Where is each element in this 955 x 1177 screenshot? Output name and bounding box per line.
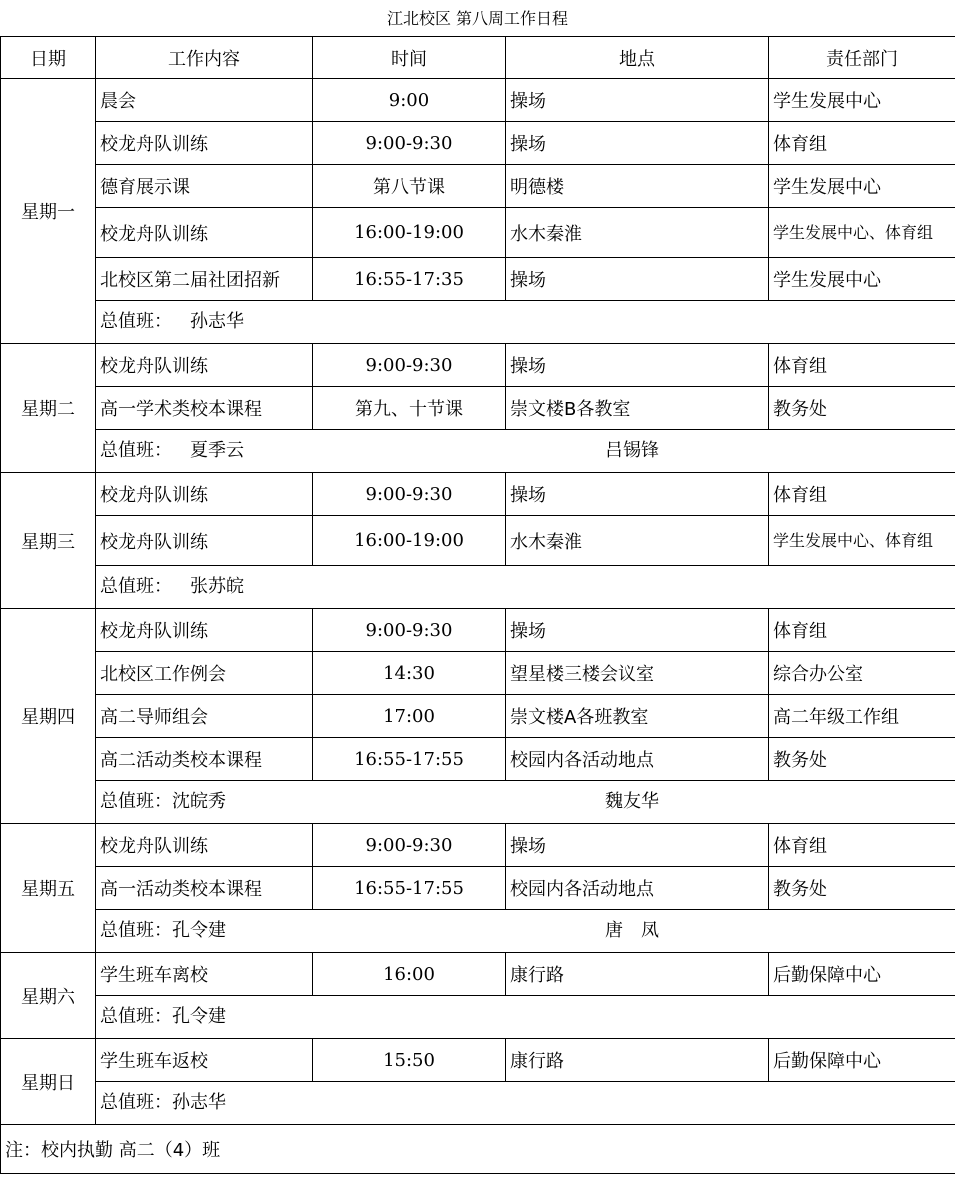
table-row — [1, 258, 955, 301]
content-cell: 校龙舟队训练 — [96, 609, 313, 652]
note-row — [1, 1125, 955, 1174]
day-cell: 星期日 — [1, 1039, 96, 1125]
duty-row — [1, 566, 955, 609]
duty-cell — [96, 996, 955, 1039]
day-cell: 星期四 — [1, 609, 96, 824]
dept-cell: 后勤保障中心 — [769, 1039, 955, 1082]
content-cell: 德育展示课 — [96, 165, 313, 208]
content-cell: 校龙舟队训练 — [96, 473, 313, 516]
table-row — [1, 609, 955, 652]
header-content: 工作内容 — [96, 37, 313, 79]
table-row — [1, 953, 955, 996]
time-cell: 9:00-9:30 — [313, 609, 506, 652]
place-cell: 水木秦淮 — [506, 516, 769, 566]
dept-cell: 综合办公室 — [769, 652, 955, 695]
place-cell: 崇文楼B各教室 — [506, 387, 769, 430]
duty-secondary: 吕锡锋 — [605, 440, 659, 461]
day-cell: 星期一 — [1, 79, 96, 344]
place-cell: 水木秦淮 — [506, 208, 769, 258]
table-row — [1, 516, 955, 566]
time-cell: 9:00 — [313, 79, 506, 122]
dept-cell: 体育组 — [769, 824, 955, 867]
content-cell: 学生班车离校 — [96, 953, 313, 996]
table-row — [1, 79, 955, 122]
place-cell: 康行路 — [506, 953, 769, 996]
dept-cell: 教务处 — [769, 387, 955, 430]
day-cell: 星期二 — [1, 344, 96, 473]
dept-cell: 学生发展中心、体育组 — [769, 516, 955, 566]
duty-cell — [96, 781, 955, 824]
time-cell: 16:55-17:55 — [313, 867, 506, 910]
duty-primary: 总值班： 夏季云 — [100, 440, 244, 461]
time-cell: 16:00 — [313, 953, 506, 996]
day-cell: 星期六 — [1, 953, 96, 1039]
duty-cell — [96, 910, 955, 953]
dept-cell: 体育组 — [769, 344, 955, 387]
time-cell: 第八节课 — [313, 165, 506, 208]
place-cell: 崇文楼A各班教室 — [506, 695, 769, 738]
duty-secondary: 唐 凤 — [605, 920, 659, 941]
content-cell: 校龙舟队训练 — [96, 824, 313, 867]
header-time: 时间 — [313, 37, 506, 79]
content-cell: 校龙舟队训练 — [96, 344, 313, 387]
dept-cell: 教务处 — [769, 867, 955, 910]
time-cell: 9:00-9:30 — [313, 344, 506, 387]
dept-cell: 体育组 — [769, 122, 955, 165]
dept-cell: 学生发展中心 — [769, 165, 955, 208]
table-row — [1, 824, 955, 867]
content-cell: 校龙舟队训练 — [96, 516, 313, 566]
dept-cell: 体育组 — [769, 609, 955, 652]
duty-primary: 总值班：孔令建 — [100, 1006, 226, 1027]
dept-cell: 学生发展中心 — [769, 79, 955, 122]
content-cell: 校龙舟队训练 — [96, 208, 313, 258]
time-cell: 16:00-19:00 — [313, 208, 506, 258]
dept-cell: 高二年级工作组 — [769, 695, 955, 738]
duty-primary: 总值班： 孙志华 — [100, 311, 244, 332]
dept-cell: 体育组 — [769, 473, 955, 516]
duty-primary: 总值班： 张苏皖 — [100, 576, 244, 597]
duty-cell — [96, 430, 955, 473]
header-place: 地点 — [506, 37, 769, 79]
table-row — [1, 1039, 955, 1082]
content-cell: 高二活动类校本课程 — [96, 738, 313, 781]
time-cell: 9:00-9:30 — [313, 473, 506, 516]
time-cell: 15:50 — [313, 1039, 506, 1082]
page-title: 江北校区 第八周工作日程 — [386, 9, 569, 28]
time-cell: 16:55-17:55 — [313, 738, 506, 781]
table-row — [1, 165, 955, 208]
duty-cell — [96, 566, 955, 609]
table-row — [1, 738, 955, 781]
header-dept: 责任部门 — [769, 37, 955, 79]
duty-primary: 总值班：孔令建 — [100, 920, 226, 941]
place-cell: 操场 — [506, 344, 769, 387]
content-cell: 北校区第二届社团招新 — [96, 258, 313, 301]
time-cell: 17:00 — [313, 695, 506, 738]
day-cell: 星期五 — [1, 824, 96, 953]
time-cell: 16:55-17:35 — [313, 258, 506, 301]
note-text: 注：校内执勤 高二（4）班 — [1, 1125, 955, 1174]
place-cell: 操场 — [506, 258, 769, 301]
duty-primary: 总值班：沈皖秀 — [100, 791, 226, 812]
content-cell: 学生班车返校 — [96, 1039, 313, 1082]
time-cell: 14:30 — [313, 652, 506, 695]
duty-row — [1, 430, 955, 473]
time-cell: 第九、十节课 — [313, 387, 506, 430]
content-cell: 北校区工作例会 — [96, 652, 313, 695]
table-row — [1, 695, 955, 738]
duty-row — [1, 910, 955, 953]
table-row — [1, 867, 955, 910]
table-row — [1, 652, 955, 695]
duty-row — [1, 301, 955, 344]
place-cell: 操场 — [506, 473, 769, 516]
content-cell: 晨会 — [96, 79, 313, 122]
header-date: 日期 — [1, 37, 96, 79]
place-cell: 校园内各活动地点 — [506, 867, 769, 910]
content-cell: 高二导师组会 — [96, 695, 313, 738]
day-cell: 星期三 — [1, 473, 96, 609]
duty-cell — [96, 301, 955, 344]
duty-row — [1, 1082, 955, 1125]
header-row — [1, 37, 955, 79]
time-cell: 16:00-19:00 — [313, 516, 506, 566]
duty-row — [1, 996, 955, 1039]
table-row — [1, 473, 955, 516]
table-row — [1, 344, 955, 387]
dept-cell: 学生发展中心、体育组 — [769, 208, 955, 258]
table-row — [1, 122, 955, 165]
place-cell: 操场 — [506, 122, 769, 165]
place-cell: 望星楼三楼会议室 — [506, 652, 769, 695]
dept-cell: 学生发展中心 — [769, 258, 955, 301]
content-cell: 校龙舟队训练 — [96, 122, 313, 165]
time-cell: 9:00-9:30 — [313, 122, 506, 165]
dept-cell: 教务处 — [769, 738, 955, 781]
duty-row — [1, 781, 955, 824]
place-cell: 操场 — [506, 824, 769, 867]
table-row — [1, 208, 955, 258]
time-cell: 9:00-9:30 — [313, 824, 506, 867]
place-cell: 操场 — [506, 79, 769, 122]
place-cell: 明德楼 — [506, 165, 769, 208]
duty-primary: 总值班：孙志华 — [100, 1092, 226, 1113]
place-cell: 康行路 — [506, 1039, 769, 1082]
place-cell: 校园内各活动地点 — [506, 738, 769, 781]
dept-cell: 后勤保障中心 — [769, 953, 955, 996]
duty-cell — [96, 1082, 955, 1125]
place-cell: 操场 — [506, 609, 769, 652]
content-cell: 高一活动类校本课程 — [96, 867, 313, 910]
schedule-table — [0, 36, 955, 1174]
duty-secondary: 魏友华 — [605, 791, 659, 812]
table-row — [1, 387, 955, 430]
content-cell: 高一学术类校本课程 — [96, 387, 313, 430]
